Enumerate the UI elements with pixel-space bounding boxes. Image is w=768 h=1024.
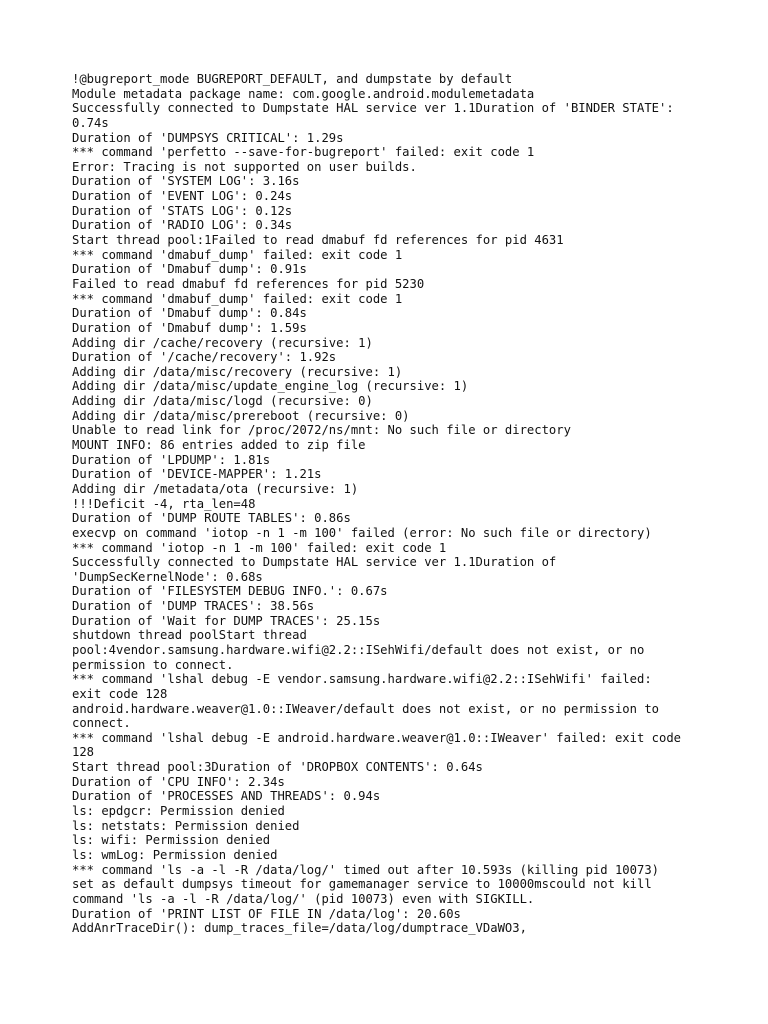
- log-line: 'DumpSecKernelNode': 0.68s: [72, 569, 263, 584]
- log-line: shutdown thread poolStart thread: [72, 628, 307, 643]
- log-line: connect.: [72, 716, 131, 731]
- log-line: Successfully connected to Dumpstate HAL service ver 1.1Duration of: [72, 555, 557, 570]
- log-line: ls: netstats: Permission denied: [72, 818, 300, 833]
- log-text-block: [72, 72, 712, 936]
- log-line: exit code 128: [72, 686, 168, 701]
- log-line: android.hardware.weaver@1.0::IWeaver/default does not exist, or no permission to: [72, 701, 659, 716]
- log-line: Duration of 'EVENT LOG': 0.24s: [72, 189, 293, 204]
- log-line: *** command 'dmabuf_dump' failed: exit code 1: [72, 247, 403, 262]
- log-line: !@bugreport_mode BUGREPORT_DEFAULT, and dumpstate by default: [72, 72, 513, 86]
- log-line: Error: Tracing is not supported on user builds.: [72, 159, 417, 174]
- log-line: *** command 'ls -a -l -R /data/log/' timed out after 10.593s (killing pid 10073): [72, 862, 659, 877]
- log-line: ls: epdgcr: Permission denied: [72, 804, 285, 819]
- log-line: Duration of 'DEVICE-MAPPER': 1.21s: [72, 467, 322, 482]
- log-line: Duration of 'CPU INFO': 2.34s: [72, 774, 285, 789]
- log-line: 128: [72, 745, 95, 760]
- log-line: Adding dir /data/misc/prereboot (recursive: 0): [72, 408, 410, 423]
- log-line: Successfully connected to Dumpstate HAL service ver 1.1Duration of 'BINDER STATE':: [72, 101, 674, 116]
- log-line: Duration of 'Dmabuf dump': 0.84s: [72, 306, 307, 321]
- log-line: Duration of 'LPDUMP': 1.81s: [72, 452, 271, 467]
- log-line: Adding dir /data/misc/logd (recursive: 0): [72, 394, 373, 409]
- log-line: *** command 'lshal debug -E android.hardware.weaver@1.0::IWeaver' failed: exit code: [72, 730, 682, 745]
- log-line: Adding dir /data/misc/update_engine_log (recursive: 1): [72, 379, 469, 394]
- log-line: *** command 'iotop -n 1 -m 100' failed: exit code 1: [72, 540, 447, 555]
- log-line: Duration of 'RADIO LOG': 0.34s: [72, 218, 293, 233]
- log-line: *** command 'dmabuf_dump' failed: exit code 1: [72, 291, 403, 306]
- log-line: ls: wifi: Permission denied: [72, 833, 271, 848]
- log-line: Duration of '/cache/recovery': 1.92s: [72, 350, 337, 365]
- log-line: *** command 'perfetto --save-for-bugreport' failed: exit code 1: [72, 145, 535, 160]
- log-line: execvp on command 'iotop -n 1 -m 100' failed (error: No such file or directory): [72, 525, 652, 540]
- log-line: Duration of 'FILESYSTEM DEBUG INFO.': 0.67s: [72, 584, 388, 599]
- log-line: Duration of 'DUMP ROUTE TABLES': 0.86s: [72, 511, 351, 526]
- log-line: set as default dumpsys timeout for gamemanager service to 10000mscould not kill: [72, 877, 652, 892]
- log-line: Failed to read dmabuf fd references for pid 5230: [72, 276, 425, 291]
- log-line: command 'ls -a -l -R /data/log/' (pid 10073) even with SIGKILL.: [72, 891, 535, 906]
- log-line: Unable to read link for /proc/2072/ns/mnt: No such file or directory: [72, 423, 571, 438]
- log-line: Duration of 'PROCESSES AND THREADS': 0.94s: [72, 789, 381, 804]
- log-line: Start thread pool:3Duration of 'DROPBOX CONTENTS': 0.64s: [72, 760, 483, 775]
- log-line: pool:4vendor.samsung.hardware.wifi@2.2::ISehWifi/default does not exist, or no: [72, 642, 645, 657]
- log-line: *** command 'lshal debug -E vendor.samsung.hardware.wifi@2.2::ISehWifi' failed:: [72, 672, 652, 687]
- log-line: Duration of 'Dmabuf dump': 0.91s: [72, 262, 307, 277]
- log-line: Adding dir /cache/recovery (recursive: 1): [72, 335, 373, 350]
- log-line: Adding dir /metadata/ota (recursive: 1): [72, 481, 359, 496]
- log-line: Adding dir /data/misc/recovery (recursive: 1): [72, 364, 403, 379]
- log-line: !!!Deficit -4, rta_len=48: [72, 496, 256, 511]
- log-line: Module metadata package name: com.google.android.modulemetadata: [72, 86, 535, 101]
- log-line: Duration of 'Dmabuf dump': 1.59s: [72, 320, 307, 335]
- log-line: Duration of 'DUMPSYS CRITICAL': 1.29s: [72, 130, 344, 145]
- log-line: AddAnrTraceDir(): dump_traces_file=/data/log/dumptrace_VDaWO3,: [72, 921, 527, 936]
- log-line: Duration of 'SYSTEM LOG': 3.16s: [72, 174, 300, 189]
- log-line: Start thread pool:1Failed to read dmabuf fd references for pid 4631: [72, 233, 564, 248]
- log-line: MOUNT INFO: 86 entries added to zip file: [72, 438, 366, 453]
- log-line: Duration of 'PRINT LIST OF FILE IN /data/log': 20.60s: [72, 906, 461, 921]
- log-line: Duration of 'DUMP TRACES': 38.56s: [72, 599, 315, 614]
- log-line: 0.74s: [72, 115, 109, 130]
- log-line: Duration of 'Wait for DUMP TRACES': 25.15s: [72, 613, 381, 628]
- log-line: ls: wmLog: Permission denied: [72, 847, 278, 862]
- log-line: permission to connect.: [72, 657, 234, 672]
- log-line: Duration of 'STATS LOG': 0.12s: [72, 203, 293, 218]
